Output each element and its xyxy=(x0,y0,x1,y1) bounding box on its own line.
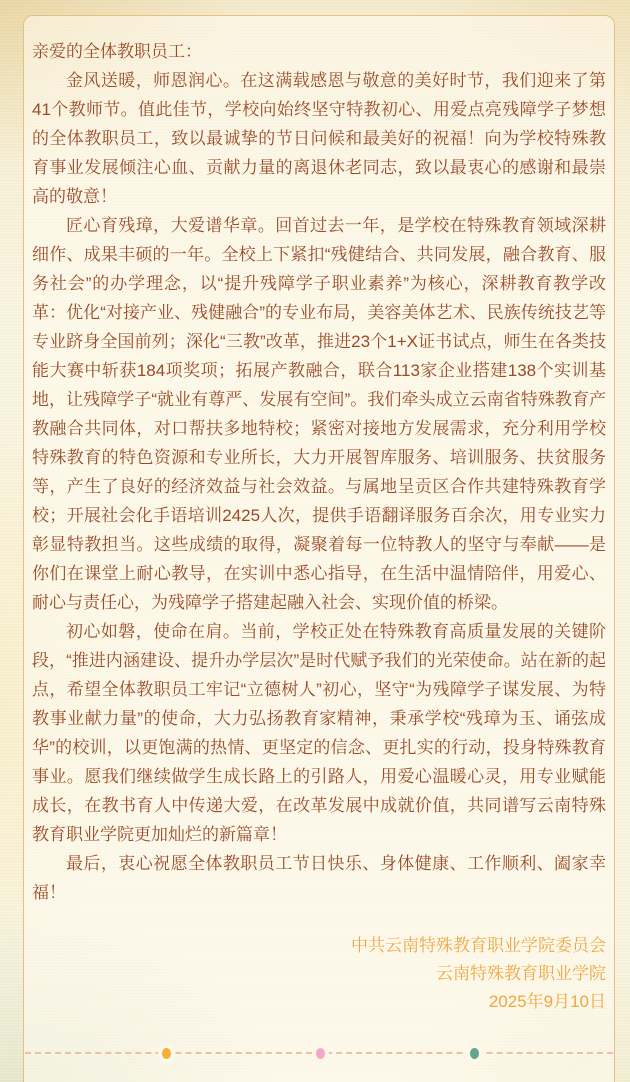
salutation: 亲爱的全体教职员工： xyxy=(32,42,202,61)
letter-paragraph-1: 金风送暖，师恩润心。在这满载感恩与敬意的美好时节，我们迎来了第41个教师节。值此佳节，学校向始终坚守特教初心、用爱点亮残障学子梦想的全体教职员工，致以最诚挚的节日问候和最美好的祝福！向为学校特殊教育事业发展倾注心血、贡献力量的离退休老同志，致以最衷心的感谢和最崇高的敬意！ xyxy=(32,71,606,206)
letter-paragraph-4: 最后，衷心祝愿全体教职员工节日快乐、身体健康、工作顺利、阖家幸福！ xyxy=(32,854,606,902)
divider-dot-teal xyxy=(470,1048,479,1059)
section-divider xyxy=(24,1047,614,1060)
letter-paragraph-3: 初心如磐，使命在肩。当前，学校正处在特殊教育高质量发展的关键阶段，“推进内涵建设、提升办学层次”是时代赋予我们的光荣使命。站在新的起点，希望全体教职员工牢记“立德树人”初心，坚守“为残障学子谋发展、为特教事业献力量”的使命，大力弘扬教育家精神，秉承学校“残璋为玉、诵弦成华”的校训，以更饱满的热情、更坚定的信念、更扎实的行动，投身特殊教育事业。愿我们继续做学生成长路上的引路人，用爱心温暖心灵，用专业赋能成长，在教书育人中传递大爱，在改革发展中成就价值，共同谱写云南特殊教育职业学院更加灿烂的新篇章！ xyxy=(32,622,606,844)
divider-dot-gold xyxy=(162,1048,171,1059)
signature-date: 2025年9月10日 xyxy=(488,992,606,1011)
signature-school: 云南特殊教育职业学院 xyxy=(436,964,606,983)
divider-dot-pink xyxy=(316,1048,325,1059)
letter-paragraph-2: 匠心育残璋，大爱谱华章。回首过去一年，是学校在特殊教育领域深耕细作、成果丰硕的一年。全校上下紧扣“残健结合、共同发展，融合教育、服务社会”的办学理念，以“提升残障学子职业素养”为核心，深耕教育教学改革：优化“对接产业、残健融合”的专业布局，美容美体艺术、民族传统技艺等专业跻身全国前列；深化“三教”改革，推进23个1+X证书试点，师生在各类技能大赛中斩获184项奖项；拓展产教融合，联合113家企业搭建138个实训基地，让残障学子“就业有尊严、发展有空间”。我们牵头成立云南省特殊教育产教融合共同体，对口帮扶多地特校；紧密对接地方发展需求，充分利用学校特殊教育的特色资源和专业所长，大力开展智库服务、培训服务、扶贫服务等，产生了良好的经济效益与社会效益。与属地呈贡区合作共建特殊教育学校；开展社会化手语培训2425人次，提供手语翻译服务百余次，用专业实力彰显特教担当。这些成绩的取得，凝聚着每一位特教人的坚守与奉献——是你们在课堂上耐心教导，在实训中悉心指导，在生活中温情陪伴，用爱心、耐心与责任心，为残障学子搭建起融入社会、实现价值的桥梁。 xyxy=(32,216,606,612)
signature-block xyxy=(32,932,606,1016)
letter-card xyxy=(23,15,615,1082)
signature-committee: 中共云南特殊教育职业学院委员会 xyxy=(351,936,606,955)
